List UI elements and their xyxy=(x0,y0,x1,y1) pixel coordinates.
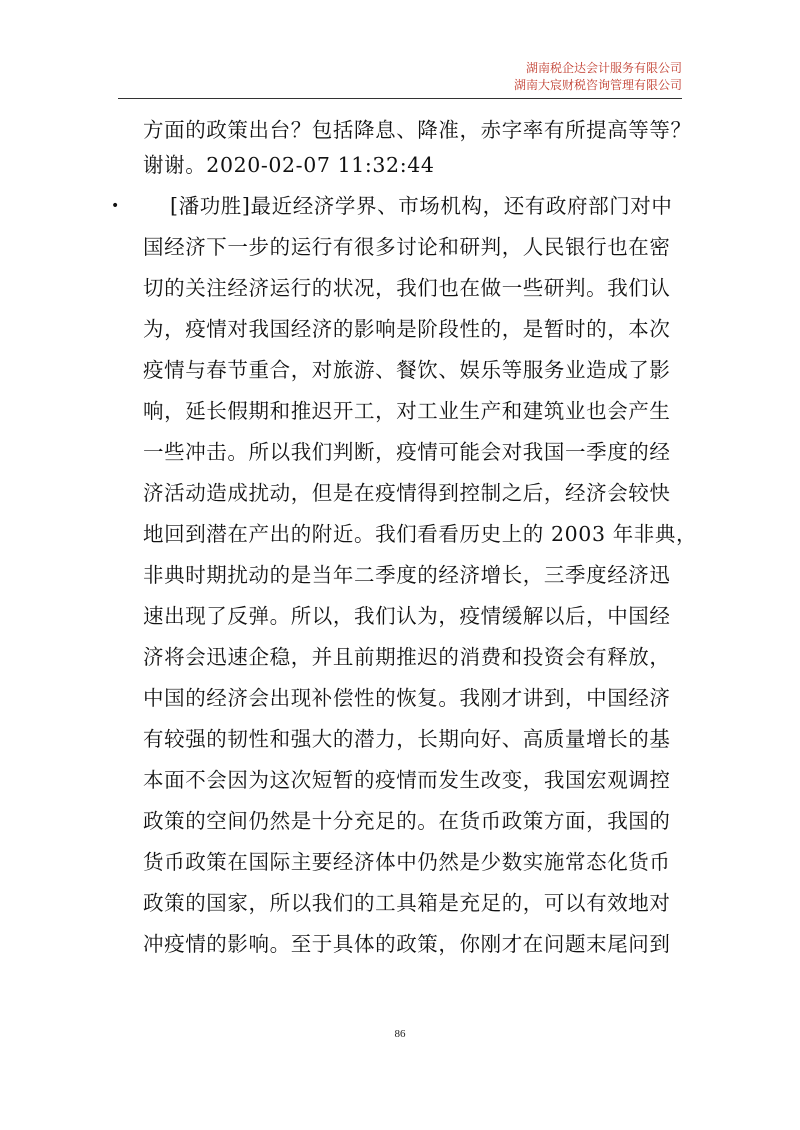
text-line: 疫情与春节重合，对旅游、餐饮、娱乐等服务业造成了影 xyxy=(143,358,671,382)
text-line: 中国的经济会出现补偿性的恢复。我刚才讲到，中国经济 xyxy=(143,686,671,710)
header-company-1: 湖南税企达会计服务有限公司 xyxy=(525,61,682,75)
page-header xyxy=(514,60,682,94)
text-line: 非典时期扰动的是当年二季度的经济增长，三季度经济迅 xyxy=(143,563,671,587)
header-divider xyxy=(118,98,682,99)
text-line: 济将会迅速企稳，并且前期推迟的消费和投资会有释放， xyxy=(143,645,671,669)
text-line: 方面的政策出台？包括降息、降准，赤字率有所提高等等？ xyxy=(143,118,692,142)
text-line: 国经济下一步的运行有很多讨论和研判，人民银行也在密 xyxy=(143,235,671,259)
paragraph-first-line: [潘功胜]最近经济学界、市场机构，还有政府部门对中 xyxy=(170,194,673,218)
text-line: 切的关注经济运行的状况，我们也在做一些研判。我们认 xyxy=(143,276,671,300)
text-line: 冲疫情的影响。至于具体的政策，你刚才在问题末尾问到 xyxy=(143,932,671,956)
text-line: 本面不会因为这次短暂的疫情而发生改变，我国宏观调控 xyxy=(143,768,671,792)
text-line: 济活动造成扰动，但是在疫情得到控制之后，经济会较快 xyxy=(143,481,671,505)
list-bullet: • xyxy=(111,198,120,214)
text-line: 响，延长假期和推迟开工，对工业生产和建筑业也会产生 xyxy=(143,399,671,423)
text-line: 有较强的韧性和强大的潜力，长期向好、高质量增长的基 xyxy=(143,727,671,751)
text-line: 为，疫情对我国经济的影响是阶段性的，是暂时的，本次 xyxy=(143,317,671,341)
text-line: 一些冲击。所以我们判断，疫情可能会对我国一季度的经 xyxy=(143,440,671,464)
text-line: 地回到潜在产出的附近。我们看看历史上的 2003 年非典， xyxy=(143,522,698,546)
header-company-2: 湖南大宸财税咨询管理有限公司 xyxy=(513,78,682,92)
text-line: 政策的国家，所以我们的工具箱是充足的，可以有效地对 xyxy=(143,891,671,915)
text-line: 货币政策在国际主要经济体中仍然是少数实施常态化货币 xyxy=(143,850,671,874)
page-number: 86 xyxy=(394,1028,406,1040)
text-line: 政策的空间仍然是十分充足的。在货币政策方面，我国的 xyxy=(143,809,671,833)
text-line: 谢谢。2020-02-07 11:32:44 xyxy=(143,153,435,177)
text-line: 速出现了反弹。所以，我们认为，疫情缓解以后，中国经 xyxy=(143,604,671,628)
